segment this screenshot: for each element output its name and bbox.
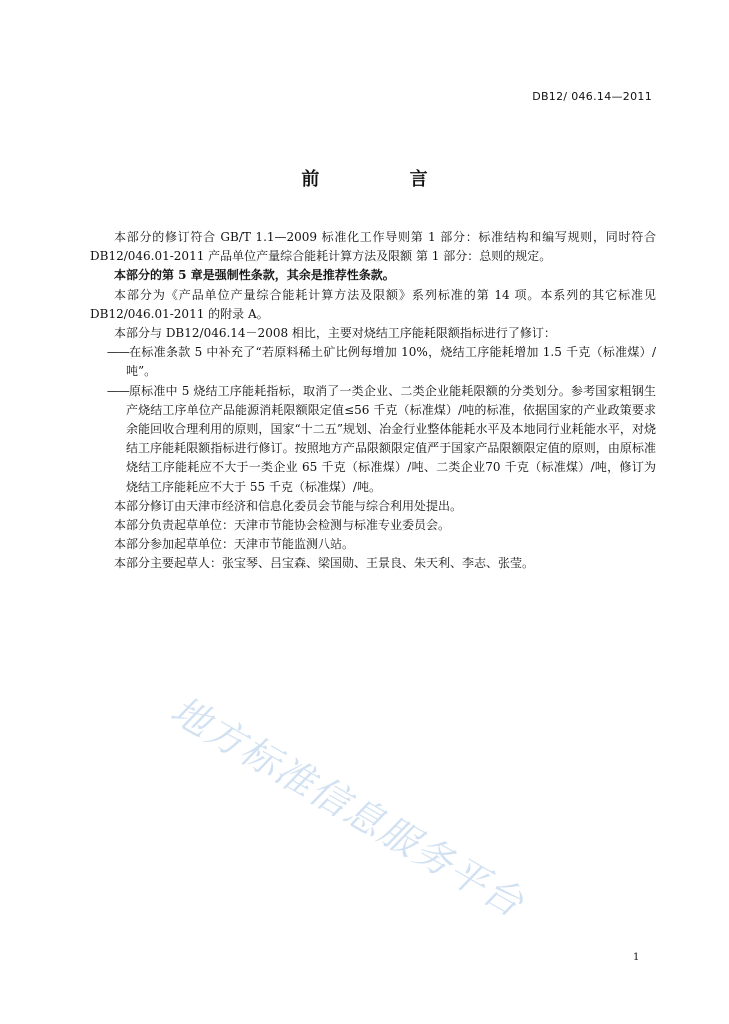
dash-marker: ——	[106, 345, 129, 360]
paragraph-lead-drafter: 本部分负责起草单位：天津市节能协会检测与标准专业委员会。	[114, 518, 451, 533]
page-number: 1	[633, 952, 640, 963]
list-item	[90, 343, 656, 381]
paragraph-proposer: 本部分修订由天津市经济和信息化委员会节能与综合利用处提出。	[114, 498, 463, 513]
paragraph-comparison: 本部分与 DB12/046.14－2008 相比，主要对烧结工序能耗限额指标进行了修订：	[114, 326, 556, 341]
paragraph-mandatory-clauses: 本部分的第 5 章是强制性条款，其余是推荐性条款。	[114, 268, 395, 283]
list-item-text: 在标准条款 5 中补充了“若原料稀土矿比例每增加 10%，烧结工序能耗增加 1.5 千克（标准煤）/吨”。	[126, 345, 656, 379]
paragraph-participating-drafter: 本部分参加起草单位：天津市节能监测八站。	[114, 537, 355, 552]
watermark: 地方标准信息服务平台	[163, 687, 532, 926]
page-title: 前 言	[301, 169, 470, 190]
paragraph-series-info: 本部分为《产品单位产量综合能耗计算方法及限额》系列标准的第 14 项。本系列的其它标准见DB12/046.01-2011 的附录 A。	[90, 287, 656, 321]
list-item-text: 原标准中 5 烧结工序能耗指标，取消了一类企业、二类企业能耗限额的分类划分。参考国家粗钢生产烧结工序单位产品能源消耗限额限定值≤56 千克（标准煤）/吨的标准，依据国家的产业政策要求余能回收合理利用的原则，国家“十二五”规划、冶金行业整体能耗水平及本地同行业耗能水平，对烧结工序能耗限额指标进行修订。按照地方产品限额限定值严于国家产品限额限定值的原则，由原标准烧结工序能耗应不大于一类企业 65 千克（标准煤）/吨、二类企业70 千克（标准煤）/吨，修订为烧结工序能耗应不大于 55 千克（标准煤）/吨。	[126, 383, 656, 494]
document-body	[90, 228, 656, 574]
standard-code: DB12/ 046.14—2011	[532, 90, 652, 103]
dash-marker: ——	[106, 383, 129, 398]
paragraph-revision-basis: 本部分的修订符合 GB/T 1.1—2009 标准化工作导则第 1 部分：标准结构和编写规则，同时符合DB12/046.01-2011 产品单位产量综合能耗计算方法及限额 第 1 部分：总则的规定。	[90, 230, 656, 264]
paragraph-drafters: 本部分主要起草人：张宝琴、吕宝森、梁国勋、王景良、朱天利、李志、张莹。	[114, 556, 535, 571]
list-item	[90, 382, 656, 497]
